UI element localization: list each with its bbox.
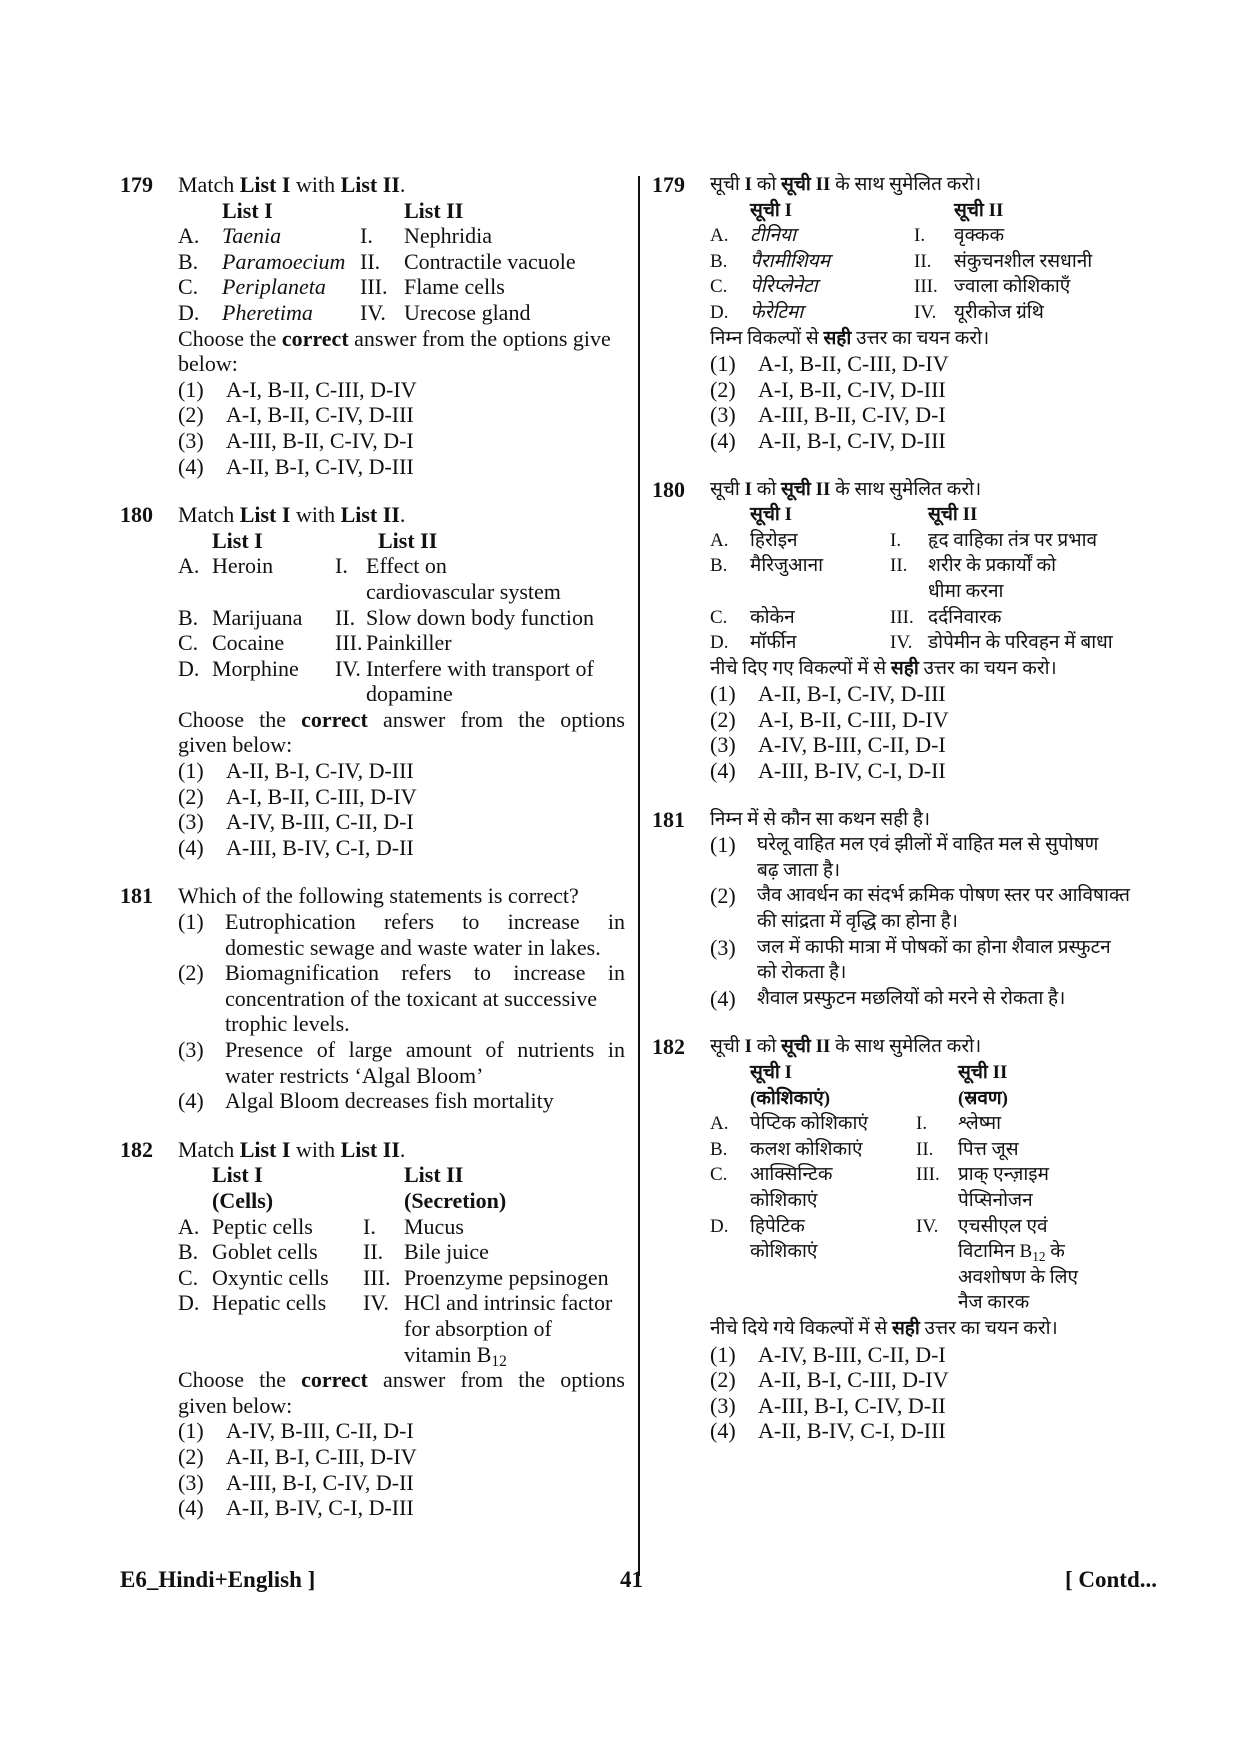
question-number: 181 [120,883,153,909]
match-row: C. Oxyntic cells III. Proenzyme pepsinogen [178,1264,609,1290]
answer-option[interactable]: (3) A-III, B-II, C-IV, D-I [710,402,946,428]
answer-option[interactable]: (3) A-IV, B-III, C-II, D-I [710,732,946,758]
match-row-cont: for absorption of [404,1315,552,1341]
match-row: D. हिपेटिक IV. एचसीएल एवं [710,1215,1048,1237]
question-number: 180 [652,476,685,502]
answer-option[interactable]: (2) Biomagnification refers to increase in concentration of the toxicant at successive trophic levels. [178,960,625,1037]
answer-option[interactable]: (4) A-II, B-IV, C-I, D-III [710,1418,946,1444]
question-number: 181 [652,806,685,832]
question-number: 179 [652,172,685,197]
question-179-hi [652,172,1157,454]
match-row: A. Heroin I. Effect on [178,553,447,579]
question-stem: Match List I with List II. [178,172,406,197]
list-headers: सूची I सूची II [750,199,1004,221]
answer-option[interactable]: (3) A-III, B-I, C-IV, D-II [710,1392,946,1418]
question-number: 180 [120,502,153,528]
answer-option[interactable]: (2) A-II, B-I, C-III, D-IV [178,1443,417,1469]
answer-option[interactable]: (1) Eutrophication refers to increase in domestic sewage and waste water in lakes. [178,909,625,960]
choose-instruction-cont: given below: [178,732,293,758]
page-number: 41 [620,1567,643,1592]
list-headers: List I List II [212,527,438,553]
answer-option[interactable]: (2) A-I, B-II, C-III, D-IV [710,706,949,732]
answer-option[interactable]: (4) शैवाल प्रस्फुटन मछलियों को मरने से रोकता है। [710,985,1066,1011]
list-headers: List I List II [222,197,464,223]
list-subheaders: (Cells) (Secretion) [212,1187,507,1213]
answer-option[interactable]: (4) A-II, B-IV, C-I, D-III [178,1495,414,1521]
choose-instruction: निम्न विकल्पों से सही उत्तर का चयन करो। [710,327,990,349]
choose-instruction: Choose the correct answer from the options give [178,325,611,351]
question-stem: सूची I को सूची II के साथ सुमेलित करो। [710,174,982,195]
question-181-en [120,883,625,1113]
answer-option[interactable]: (3) Presence of large amount of nutrients in water restricts ‘Algal Bloom’ [178,1037,625,1088]
question-number: 179 [120,172,153,197]
answer-option[interactable]: (2) A-I, B-II, C-III, D-IV [178,783,417,809]
answer-option[interactable]: (3) A-III, B-II, C-IV, D-I [178,427,414,453]
match-row: C. Periplaneta III. Flame cells [178,274,505,300]
match-row-cont: dopamine [366,681,453,707]
answer-option[interactable]: (1) A-I, B-II, C-III, D-IV [710,351,949,377]
choose-instruction: Choose the correct answer from the options [178,706,625,732]
match-row: A. Peptic cells I. Mucus [178,1213,464,1239]
question-180-hi [652,477,1157,784]
answer-option[interactable]: (4) Algal Bloom decreases fish mortality [178,1088,554,1114]
match-row-cont: vitamin $B_{12}$ [404,1341,507,1370]
continued-label: [ Contd... [1064,1567,1157,1592]
match-row: D. Pheretima IV. Urecose gland [178,299,531,325]
answer-option[interactable]: (4) A-II, B-I, C-IV, D-III [178,453,414,479]
answer-option[interactable]: (1) A-IV, B-III, C-II, D-I [710,1341,946,1367]
question-stem: Match List I with List II. [178,1136,406,1162]
question-number: 182 [652,1034,685,1060]
answer-option[interactable]: (2) जैव आवर्धन का संदर्भ क्रमिक पोषण स्तर पर आविषाक्त की सांद्रता में वृद्धि का होना है। [710,883,1130,933]
question-stem: सूची I को सूची II के साथ सुमेलित करो। [710,1036,982,1058]
question-182-en [120,1137,625,1521]
match-row: A. Taenia I. Nephridia [178,223,492,249]
answer-option[interactable]: (4) A-III, B-IV, C-I, D-II [710,758,946,784]
match-row-cont: cardiovascular system [366,578,561,604]
question-stem: Match List I with List II. [178,502,406,528]
match-row: C. Cocaine III. Painkiller [178,630,452,656]
match-row-cont: नैज कारक [958,1292,1030,1314]
answer-option[interactable]: (4) A-III, B-IV, C-I, D-II [178,834,414,860]
match-row: D. मॉर्फीन IV. डोपेमीन के परिवहन में बाधा [710,632,1113,654]
answer-option[interactable]: (2) A-I, B-II, C-IV, D-III [710,376,946,402]
answer-option[interactable]: (2) A-I, B-II, C-IV, D-III [178,402,414,428]
question-182-hi [652,1034,1157,1444]
match-row: A. टीनिया I. वृक्कक [710,225,1005,247]
match-row: B. Marijuana II. Slow down body function [178,604,594,630]
question-179-en [120,172,625,479]
answer-option[interactable]: (3) A-III, B-I, C-IV, D-II [178,1469,414,1495]
list-subheaders: (कोशिकाएं) (स्रवण) [750,1087,1008,1109]
match-row-cont: अवशोषण के लिए [958,1266,1079,1288]
match-row: B. मैरिजुआना II. शरीर के प्रकार्यों को [710,555,1057,577]
match-row: A. हिरोइन I. हृद वाहिका तंत्र पर प्रभाव [710,529,1098,551]
match-row: B. कलश कोशिकाएं II. पित्त जूस [710,1138,1019,1160]
match-row: B. पैरामीशियम II. संकुचनशील रसधानी [710,250,1093,272]
match-row: B. Goblet cells II. Bile juice [178,1239,489,1265]
list-headers: List I List II [212,1162,464,1188]
answer-option[interactable]: (2) A-II, B-I, C-III, D-IV [710,1367,949,1393]
match-row: C. पेरिप्लेनेटा III. ज्वाला कोशिकाएँ [710,276,1071,298]
question-number: 182 [120,1136,153,1162]
match-row: D. फेरेटिमा IV. यूरीकोज ग्रंथि [710,301,1044,323]
choose-instruction-cont: below: [178,351,238,377]
choose-instruction: नीचे दिए गए विकल्पों में से सही उत्तर का चयन करो। [710,657,1057,679]
question-stem: Which of the following statements is correct? [178,883,579,909]
answer-option[interactable]: (3) जल में काफी मात्रा में पोषकों का होना शैवाल प्रस्फुटन को रोकता है। [710,934,1111,984]
match-row: D. Hepatic cells IV. HCl and intrinsic factor [178,1290,613,1316]
answer-option[interactable]: (1) A-I, B-II, C-III, D-IV [178,376,417,402]
match-row-cont: कोशिकाएं पेप्सिनोजन [750,1189,1033,1211]
match-row-cont: कोशिकाएं विटामिन $B_{12}$ के [750,1241,1065,1265]
answer-option[interactable]: (1) A-IV, B-III, C-II, D-I [178,1418,414,1444]
match-row: C. कोकेन III. दर्दनिवारक [710,606,1002,628]
match-row: C. आक्सिन्टिक III. प्राक् एन्ज़ाइम [710,1164,1049,1186]
hindi-column [652,172,1157,1444]
answer-option[interactable]: (3) A-IV, B-III, C-II, D-I [178,809,414,835]
column-divider [638,176,640,1576]
page-footer [120,1567,1157,1597]
choose-instruction: Choose the correct answer from the options [178,1367,625,1393]
paper-code: E6_Hindi+English ] [120,1567,316,1592]
list-headers: सूची I सूची II [750,1062,1008,1083]
answer-option[interactable]: (1) A-II, B-I, C-IV, D-III [178,758,414,784]
question-181-hi [652,807,1157,1012]
match-row: B. Paramoecium II. Contractile vacuole [178,248,576,274]
answer-option[interactable]: (4) A-II, B-I, C-IV, D-III [710,427,946,453]
choose-instruction-cont: given below: [178,1392,293,1418]
english-column [120,172,625,1521]
match-row: A. पेप्टिक कोशिकाएं I. श्लेष्मा [710,1113,1001,1135]
answer-option[interactable]: (1) घरेलू वाहित मल एवं झीलों में वाहित मल से सुपोषण बढ़ जाता है। [710,832,1099,881]
match-row: D. Morphine IV. Interfere with transport of [178,655,594,681]
question-180-en [120,502,625,860]
question-stem: सूची I को सूची II के साथ सुमेलित करो। [710,478,982,500]
question-stem: निम्न में से कौन सा कथन सही है। [710,808,931,830]
list-headers: सूची I सूची II [750,504,978,526]
match-row-cont: धीमा करना [928,580,1004,602]
answer-option[interactable]: (1) A-II, B-I, C-IV, D-III [710,681,946,707]
choose-instruction: नीचे दिये गये विकल्पों में से सही उत्तर का चयन करो। [710,1317,1058,1339]
